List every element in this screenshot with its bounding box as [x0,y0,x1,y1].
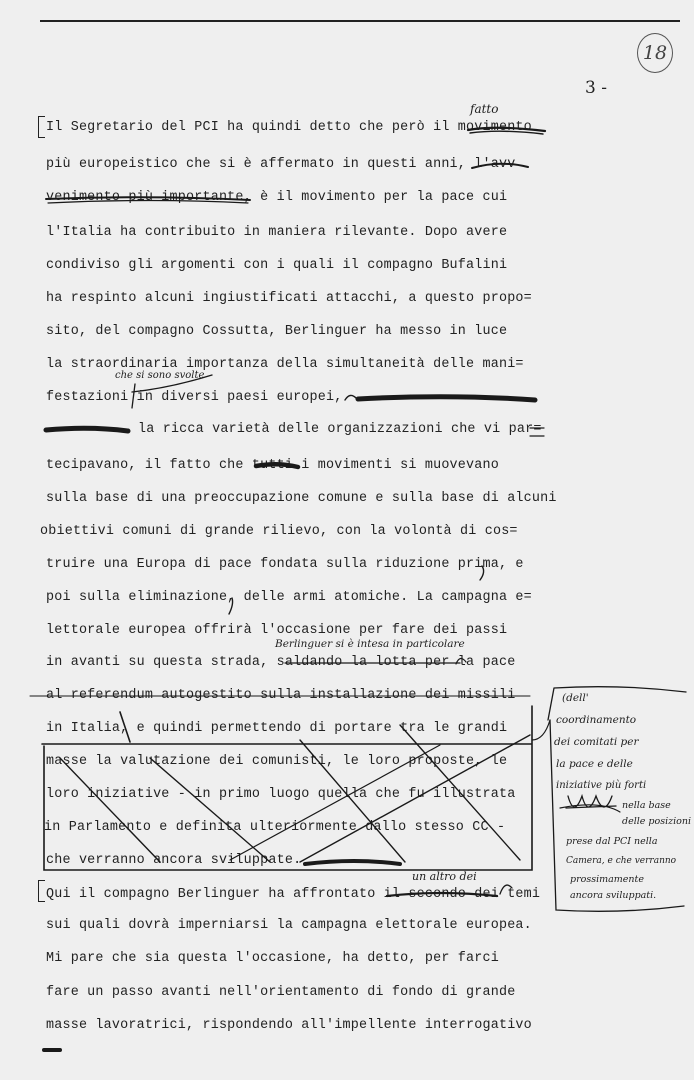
typed-line: la ricca varietà delle organizzazioni che vi par= [138,422,542,437]
margin-note-line: dei comitati per [554,736,639,748]
margin-note-line: iniziative più forti [556,780,647,791]
typed-line: obiettivi comuni di grande rilievo, con la volontà di cos= [40,524,518,539]
typed-line: in avanti su questa strada, saldando la lotta per la pace [46,655,516,670]
typed-line: sulla base di una preoccupazione comune e sulla base di alcuni [46,491,557,506]
typed-line: loro iniziative - in primo luogo quella che fu illustrata [46,787,516,802]
typed-line: Qui il compagno Berlinguer ha affrontato il secondo dei temi [46,887,541,902]
handwritten-insertion: Berlinguer si è intesa in particolare [275,638,465,650]
typed-line: l'Italia ha contribuito in maniera rilevante. Dopo avere [46,225,508,240]
handwritten-insertion: che si sono svolte [115,370,205,381]
handwritten-insertion: un altro dei [412,870,477,883]
typed-line: sui quali dovrà imperniarsi la campagna elettorale europea. [46,918,532,933]
typed-line: fare un passo avanti nell'orientamento di fondo di grande [46,985,516,1000]
typed-line: che verranno ancora sviluppate. [46,853,302,868]
typed-line: festazioni in diversi paesi europei, [46,390,343,405]
archive-stamp-number: 18 [637,33,673,73]
page-number: 3 - [585,78,607,98]
typed-line: truire una Europa di pace fondata sulla riduzione prima, e [46,557,524,572]
typed-line: masse la valutazione dei comunisti, le loro proposte, le [46,754,508,769]
typed-line: in Parlamento e definita ulteriormente dallo stesso CC - [44,820,506,835]
margin-note-line: delle posizioni [622,816,692,827]
margin-note-line: (dell' [562,692,589,704]
typed-line: Mi pare che sia questa l'occasione, ha detto, per farci [46,951,499,966]
typed-line: la straordinaria importanza della simultaneità delle mani= [46,357,524,372]
typed-line: Il Segretario del PCI ha quindi detto che però il movimento [46,120,532,135]
typed-line: condiviso gli argomenti con i quali il compagno Bufalini [46,258,508,273]
typed-line: lettorale europea offrirà l'occasione per fare dei passi [46,623,508,638]
typed-line: più europeistico che si è affermato in questi anni, l'avv [46,157,516,172]
typed-line: tecipavano, il fatto che tutti i movimenti si muovevano [46,458,499,473]
margin-note-line: nella base [622,800,671,811]
margin-note-line: coordinamento [556,714,637,726]
typed-line: sito, del compagno Cossutta, Berlinguer ha messo in luce [46,324,508,339]
margin-note-line: prossimamente [570,874,644,885]
margin-note-line: la pace e delle [556,758,633,770]
margin-note-line: prese dal PCI nella [566,836,658,847]
margin-note-line: Camera, e che verranno [566,856,677,866]
typed-line: al referendum autogestito sulla installazione dei missili [46,688,516,703]
typed-line: venimento più importante, è il movimento per la pace cui [46,190,508,205]
typed-line: masse lavoratrici, rispondendo all'impellente interrogativo [46,1018,532,1033]
typed-line: poi sulla eliminazione, delle armi atomiche. La campagna e= [46,590,532,605]
typed-line: ha respinto alcuni ingiustificati attacchi, a questo propo= [46,291,532,306]
margin-note-line: ancora sviluppati. [570,890,657,901]
typed-line: in Italia, e quindi permettendo di portare tra le grandi [46,721,508,736]
handwritten-insertion: fatto [470,102,499,116]
